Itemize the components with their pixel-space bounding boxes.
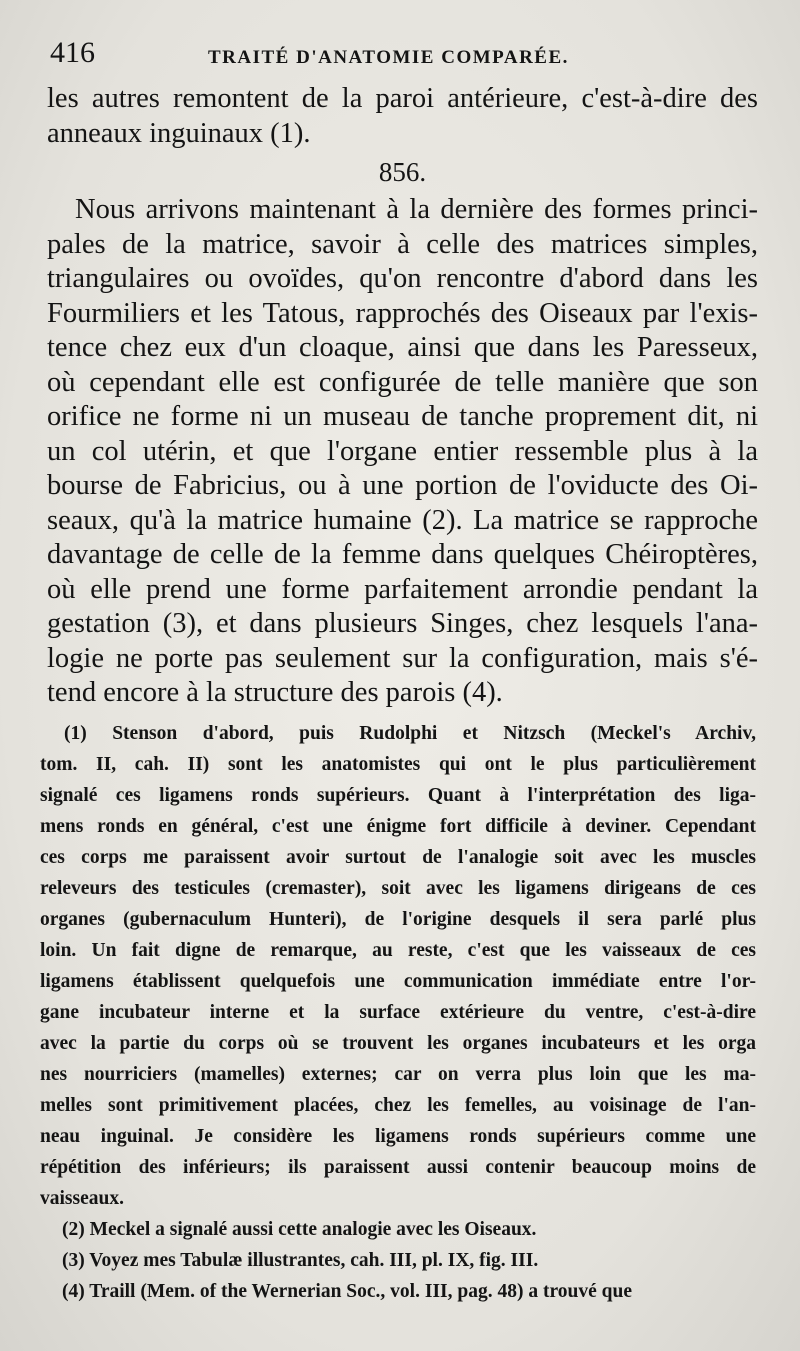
footnote-1-line: (1) Stenson d'abord, puis Rudolphi et Nitzsch (Meckel's Archiv, — [64, 723, 756, 744]
footnote-1-line: nes nourriciers (mamelles) externes; car on verra plus loin que les ma- — [40, 1064, 756, 1085]
footnote-1-line: répétition des inférieurs; ils paraissent aussi contenir beaucoup moins de — [40, 1157, 756, 1178]
footnote-2: (2) Meckel a signalé aussi cette analogie avec les Oiseaux. — [62, 1219, 537, 1240]
page-number: 416 — [50, 36, 95, 69]
footnote-1-line: ligamens établissent quelquefois une communication immédiate entre l'or- — [40, 971, 756, 992]
paragraph-line: pales de la matrice, savoir à celle des matrices simples, — [47, 228, 758, 260]
paragraph-line: orifice ne forme ni un museau de tanche proprement dit, ni — [47, 401, 758, 432]
paragraph-line: bourse de Fabricius, ou à une portion de l'oviducte des Oi- — [47, 470, 758, 501]
main-text — [47, 82, 758, 711]
footnote-1-line: mens ronds en général, c'est une énigme fort difficile à deviner. Cependant — [40, 816, 756, 837]
paragraph-line: gestation (3), et dans plusieurs Singes, chez lesquels l'ana- — [47, 608, 758, 639]
footnote-1-line: ces corps me paraissent avoir surtout de l'analogie soit avec les muscles — [40, 847, 756, 868]
page-header — [50, 36, 770, 76]
paragraph-line: tend encore à la structure des parois (4). — [47, 677, 503, 708]
footnotes — [40, 718, 756, 1307]
footnote-1-line: organes (gubernaculum Hunteri), de l'origine desquels il sera parlé plus — [40, 909, 756, 930]
paragraph-line: seaux, qu'à la matrice humaine (2). La matrice se rapproche — [47, 504, 758, 536]
text-line: anneaux inguinaux (1). — [47, 117, 311, 149]
footnote-1-line: melles sont primitivement placées, chez les femelles, au voisinage de l'an- — [40, 1095, 756, 1116]
running-title: TRAITÉ D'ANATOMIE COMPARÉE. — [208, 47, 569, 68]
footnote-1-line: loin. Un fait digne de remarque, au reste, c'est que les vaisseaux de ces — [40, 940, 756, 961]
paragraph-line: tence chez eux d'un cloaque, ainsi que dans les Paresseux, — [47, 332, 758, 363]
paragraph-line: davantage de celle de la femme dans quelques Chéiroptères, — [47, 539, 758, 570]
paragraph-line: où cependant elle est configurée de telle manière que son — [47, 366, 758, 398]
footnote-1-line: signalé ces ligamens ronds supérieurs. Quant à l'interprétation des liga- — [40, 785, 756, 806]
paragraph-line: triangulaires ou ovoïdes, qu'on rencontre d'abord dans les — [47, 263, 758, 294]
paragraph-line: Fourmiliers et les Tatous, rapprochés des Oiseaux par l'exis- — [47, 297, 758, 329]
footnote-1-line: tom. II, cah. II) sont les anatomistes qui ont le plus particulièrement — [40, 754, 756, 775]
paragraph-line: un col utérin, et que l'organe entier ressemble plus à la — [47, 435, 758, 467]
section-number: 856. — [378, 157, 427, 187]
footnote-3: (3) Voyez mes Tabulæ illustrantes, cah. III, pl. IX, fig. III. — [62, 1250, 539, 1271]
paragraph-line: où elle prend une forme parfaitement arrondie pendant la — [47, 573, 758, 605]
text-line: les autres remontent de la paroi antérieure, c'est-à-dire des — [47, 83, 758, 114]
paragraph-line: logie ne porte pas seulement sur la configuration, mais s'é- — [47, 642, 758, 674]
footnote-1-line: gane incubateur interne et la surface extérieure du ventre, c'est-à-dire — [40, 1002, 756, 1023]
footnote-1-line: neau inguinal. Je considère les ligamens ronds supérieurs comme une — [40, 1126, 756, 1147]
paragraph-line: Nous arrivons maintenant à la dernière des formes princi- — [75, 194, 758, 225]
footnote-4: (4) Traill (Mem. of the Wernerian Soc., vol. III, pag. 48) a trouvé que — [62, 1281, 632, 1302]
footnote-1-line: releveurs des testicules (cremaster), soit avec les ligamens dirigeans de ces — [40, 878, 756, 899]
footnote-1-line: avec la partie du corps où se trouvent les organes incubateurs et les orga — [40, 1033, 756, 1054]
footnote-1-line: vaisseaux. — [40, 1188, 124, 1209]
